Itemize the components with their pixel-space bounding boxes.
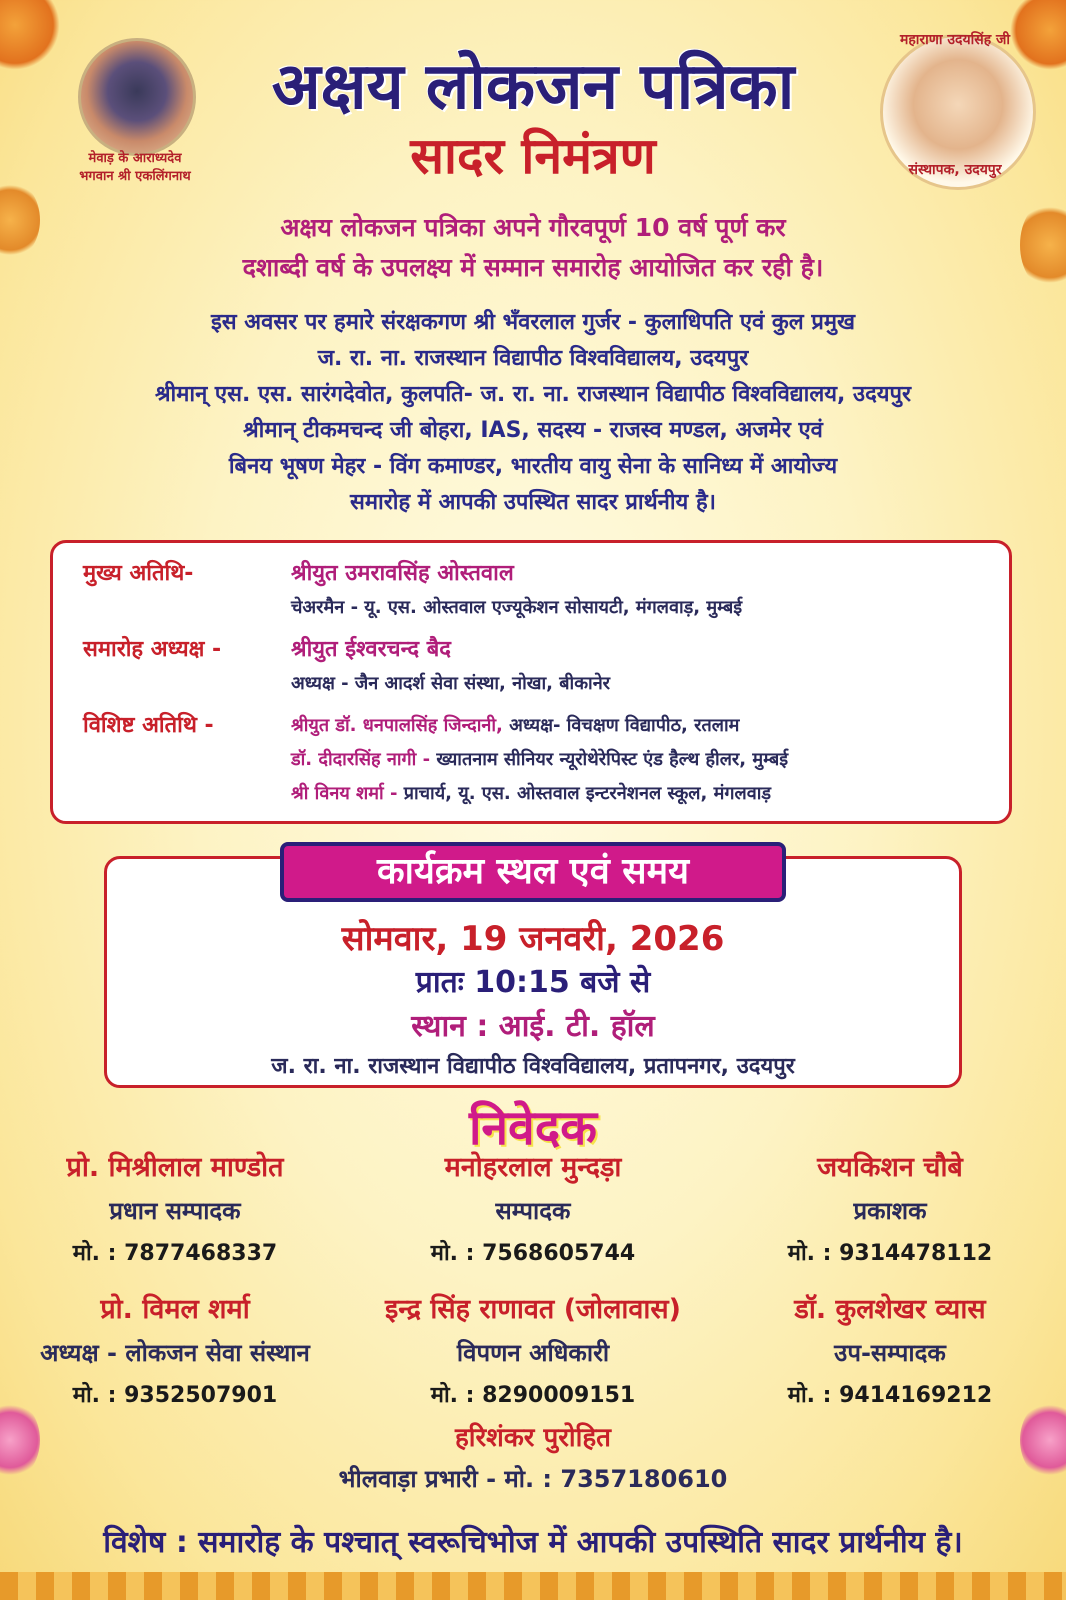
person-name: डॉ. कुलशेखर व्यास xyxy=(794,1294,986,1325)
chief-guest-desc: चेअरमैन - यू. एस. ओस्तवाल एज्यूकेशन सोसायटी, मंगलवाड़, मुम्बई xyxy=(291,597,743,618)
special-guest-3-name: श्री विनय शर्मा - xyxy=(291,783,398,804)
special-guest-3-desc: प्राचार्य, यू. एस. ओस्तवाल इन्टरनेशनल स्कूल, मंगलवाड़ xyxy=(397,783,771,804)
person-mobile: मो. : 9352507901 xyxy=(72,1383,278,1408)
decorative-flower-left xyxy=(0,180,40,260)
body-line-1: इस अवसर पर हमारे संरक्षकगण श्री भँवरलाल गुर्जर - कुलाधिपति एवं कुल प्रमुख xyxy=(210,310,856,335)
person-card xyxy=(5,1288,345,1418)
venue-heading: कार्यक्रम स्थल एवं समय xyxy=(280,842,786,902)
footer-note: विशेष : समारोह के पश्चात् स्वरूचिभोज में आपकी उपस्थिति सादर प्रार्थनीय है। xyxy=(103,1525,963,1560)
person-name: जयकिशन चौबे xyxy=(817,1152,963,1183)
person-card xyxy=(363,1288,703,1418)
nivedak-heading: निवेदक xyxy=(468,1100,598,1156)
person-name: इन्द्र सिंह राणावत (जोलावास) xyxy=(385,1294,681,1325)
event-time: प्रातः 10:15 बजे से xyxy=(415,965,651,1000)
special-guest-2-name: डॉ. दीदारसिंह नागी - xyxy=(291,749,431,770)
special-guest-2 xyxy=(291,747,788,771)
patrons-text xyxy=(20,305,1046,521)
guests-box xyxy=(50,540,1012,824)
person-mobile: मो. : 9314478112 xyxy=(787,1241,993,1266)
intro-line-1: अक्षय लोकजन पत्रिका अपने गौरवपूर्ण 10 वर्ष पूर्ण कर xyxy=(280,213,786,242)
left-logo-caption-line2: भगवान श्री एकलिंगनाथ xyxy=(79,169,191,184)
person-mobile: मो. : 8290009151 xyxy=(430,1383,636,1408)
right-logo-top-label: महाराणा उदयसिंह जी xyxy=(899,32,1011,48)
intro-text xyxy=(40,208,1026,288)
chief-guest-name: श्रीयुत उमरावसिंह ओस्तवाल xyxy=(291,561,514,586)
person-name: प्रो. मिश्रीलाल माण्डोत xyxy=(66,1152,284,1183)
person-role: अध्यक्ष - लोकजन सेवा संस्थान xyxy=(40,1339,310,1367)
decorative-bottom-strip xyxy=(0,1572,1066,1600)
person-card xyxy=(363,1146,703,1276)
special-guest-2-desc: ख्यातनाम सीनियर न्यूरोथेरेपिस्ट एंड हैल्थ हीलर, मुम्बई xyxy=(430,749,789,770)
person-role: प्रकाशक xyxy=(853,1197,927,1225)
left-logo-caption xyxy=(40,150,230,186)
person-name: प्रो. विमल शर्मा xyxy=(100,1294,250,1325)
special-guest-role: विशिष्ट अतिथि - xyxy=(83,713,214,738)
page-title: अक्षय लोकजन पत्रिका xyxy=(271,50,795,124)
person-mobile: मो. : 7568605744 xyxy=(430,1241,636,1266)
event-place: स्थान : आई. टी. हॉल xyxy=(411,1009,655,1044)
body-line-2: ज. रा. ना. राजस्थान विद्यापीठ विश्वविद्यालय, उदयपुर xyxy=(317,346,749,371)
special-guest-1 xyxy=(291,713,739,737)
event-address: ज. रा. ना. राजस्थान विद्यापीठ विश्वविद्यालय, प्रतापनगर, उदयपुर xyxy=(271,1054,795,1079)
special-guest-1-desc: अध्यक्ष- विचक्षण विद्यापीठ, रतलाम xyxy=(502,715,740,736)
left-logo-caption-line1: मेवाड़ के आराध्यदेव xyxy=(88,151,182,166)
chief-guest-role: मुख्य अतिथि- xyxy=(83,561,194,586)
person-mobile: मो. : 7877468337 xyxy=(72,1241,278,1266)
page-subtitle: सादर निमंत्रण xyxy=(410,127,656,185)
bhilwara-incharge-role: भीलवाड़ा प्रभारी - मो. : 7357180610 xyxy=(338,1465,728,1493)
president-name: श्रीयुत ईश्वरचन्द बैद xyxy=(291,637,451,662)
person-card xyxy=(720,1288,1060,1418)
body-line-5: बिनय भूषण मेहर - विंग कमाण्डर, भारतीय वायु सेना के सानिध्य में आयोज्य xyxy=(228,454,838,479)
person-role: सम्पादक xyxy=(495,1197,571,1225)
president-role: समारोह अध्यक्ष - xyxy=(83,637,222,662)
right-logo-bottom-label: संस्थापक, उदयपुर xyxy=(908,162,1002,178)
person-role: उप-सम्पादक xyxy=(834,1339,946,1367)
decorative-flower-top-left xyxy=(0,0,60,70)
person-card xyxy=(5,1146,345,1276)
body-line-3: श्रीमान् एस. एस. सारंगदेवोत, कुलपति- ज. रा. ना. राजस्थान विद्यापीठ विश्वविद्यालय, उदयपुर xyxy=(154,382,912,407)
person-name: मनोहरलाल मुन्दड़ा xyxy=(444,1152,622,1183)
person-mobile: मो. : 9414169212 xyxy=(787,1383,993,1408)
body-line-6: समारोह में आपकी उपस्थित सादर प्रार्थनीय है। xyxy=(350,490,716,515)
special-guest-3 xyxy=(291,781,771,805)
ekling-nath-logo xyxy=(78,38,196,156)
special-guest-1-name: श्रीयुत डॉ. धनपालसिंह जिन्दानी, xyxy=(291,715,503,736)
event-date: सोमवार, 19 जनवरी, 2026 xyxy=(341,919,725,959)
body-line-4: श्रीमान् टीकमचन्द जी बोहरा, IAS, सदस्य - राजस्व मण्डल, अजमेर एवं xyxy=(243,418,823,443)
person-role: विपणन अधिकारी xyxy=(456,1339,610,1367)
intro-line-2: दशाब्दी वर्ष के उपलक्ष्य में सम्मान समारोह आयोजित कर रही है। xyxy=(242,253,824,282)
bhilwara-incharge-name: हरिशंकर पुरोहित xyxy=(454,1423,611,1453)
president-desc: अध्यक्ष - जैन आदर्श सेवा संस्था, नोखा, बीकानेर xyxy=(291,673,611,694)
person-card xyxy=(720,1146,1060,1276)
person-role: प्रधान सम्पादक xyxy=(109,1197,241,1225)
decorative-flower-right xyxy=(1020,200,1066,290)
